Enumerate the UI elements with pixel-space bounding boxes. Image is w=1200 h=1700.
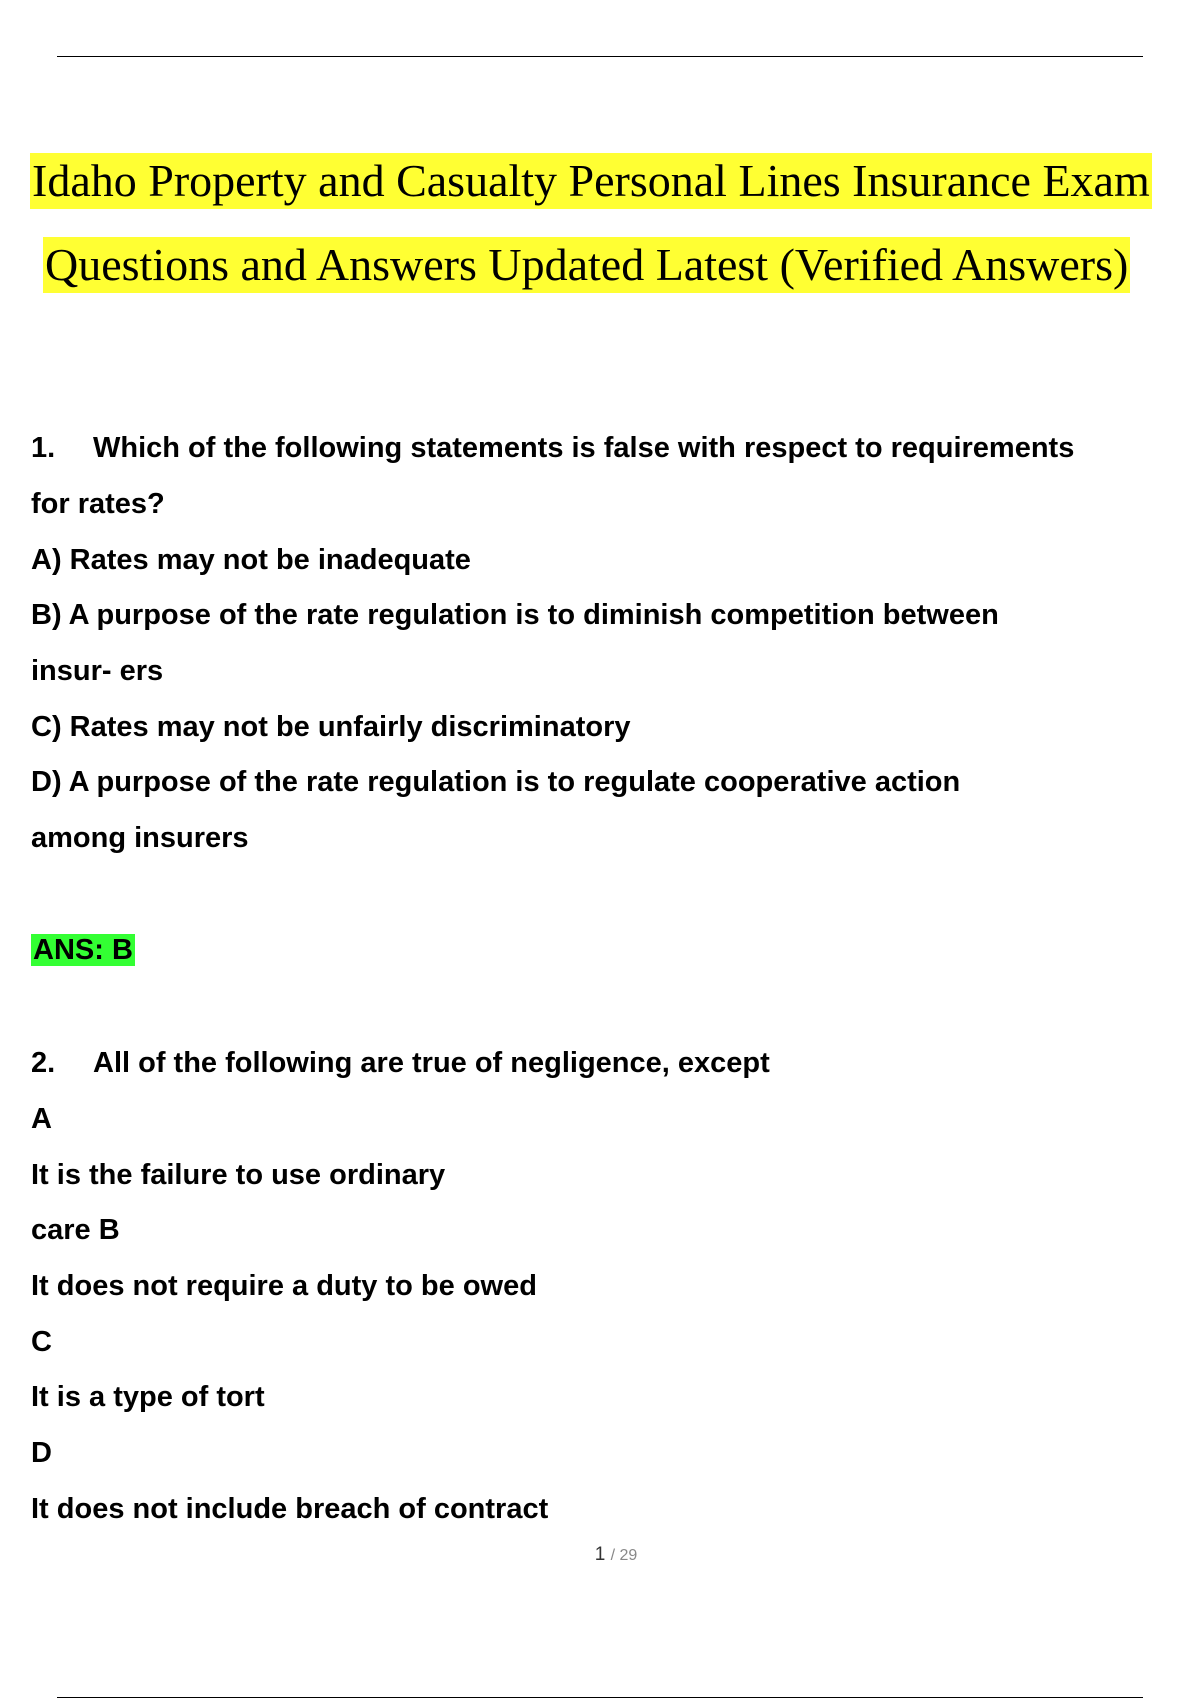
page-current: 1 (594, 1544, 606, 1565)
question-1-option-b-line-1: B) A purpose of the rate regulation is to diminish competition between (31, 599, 999, 631)
document-title-line-2: Questions and Answers Updated Latest (Verified Answers) (43, 237, 1130, 293)
question-2-line-7: D (31, 1437, 52, 1469)
bottom-rule (57, 1697, 1143, 1698)
question-1-answer (31, 930, 135, 970)
question-2-line-2: It is the failure to use ordinary (31, 1159, 446, 1191)
document-title-line-1: Idaho Property and Casualty Personal Lines Insurance Exam (30, 153, 1152, 209)
question-2-number: 2. (31, 1047, 56, 1079)
question-2-line-8: It does not include breach of contract (31, 1493, 549, 1525)
question-1-text-line-1 (31, 428, 1074, 468)
question-2-text-line (31, 1043, 770, 1083)
question-1-option-d-line-1: D) A purpose of the rate regulation is to regulate cooperative action (31, 766, 961, 798)
page-number (0, 1544, 1200, 1566)
question-2-line-6: It is a type of tort (31, 1381, 265, 1413)
answer-badge: ANS: B (33, 934, 133, 966)
question-2-line-5: C (31, 1326, 52, 1358)
question-1-text: Which of the following statements is false with respect to requirements (93, 432, 1075, 464)
page-total: / 29 (610, 1547, 638, 1564)
top-rule (57, 56, 1143, 57)
question-1-option-c: C) Rates may not be unfairly discriminatory (31, 711, 631, 743)
question-1-option-b-line-2: insur- ers (31, 655, 164, 687)
question-1-number: 1. (31, 432, 56, 464)
question-1-option-a: A) Rates may not be inadequate (31, 544, 471, 576)
question-2-text: All of the following are true of negligence, except (93, 1047, 770, 1079)
question-2-line-3: care B (31, 1214, 120, 1246)
question-2-line-1: A (31, 1103, 52, 1135)
question-2-line-4: It does not require a duty to be owed (31, 1270, 537, 1302)
question-1-option-d-line-2: among insurers (31, 822, 249, 854)
question-1-text-line-2: for rates? (31, 488, 165, 520)
